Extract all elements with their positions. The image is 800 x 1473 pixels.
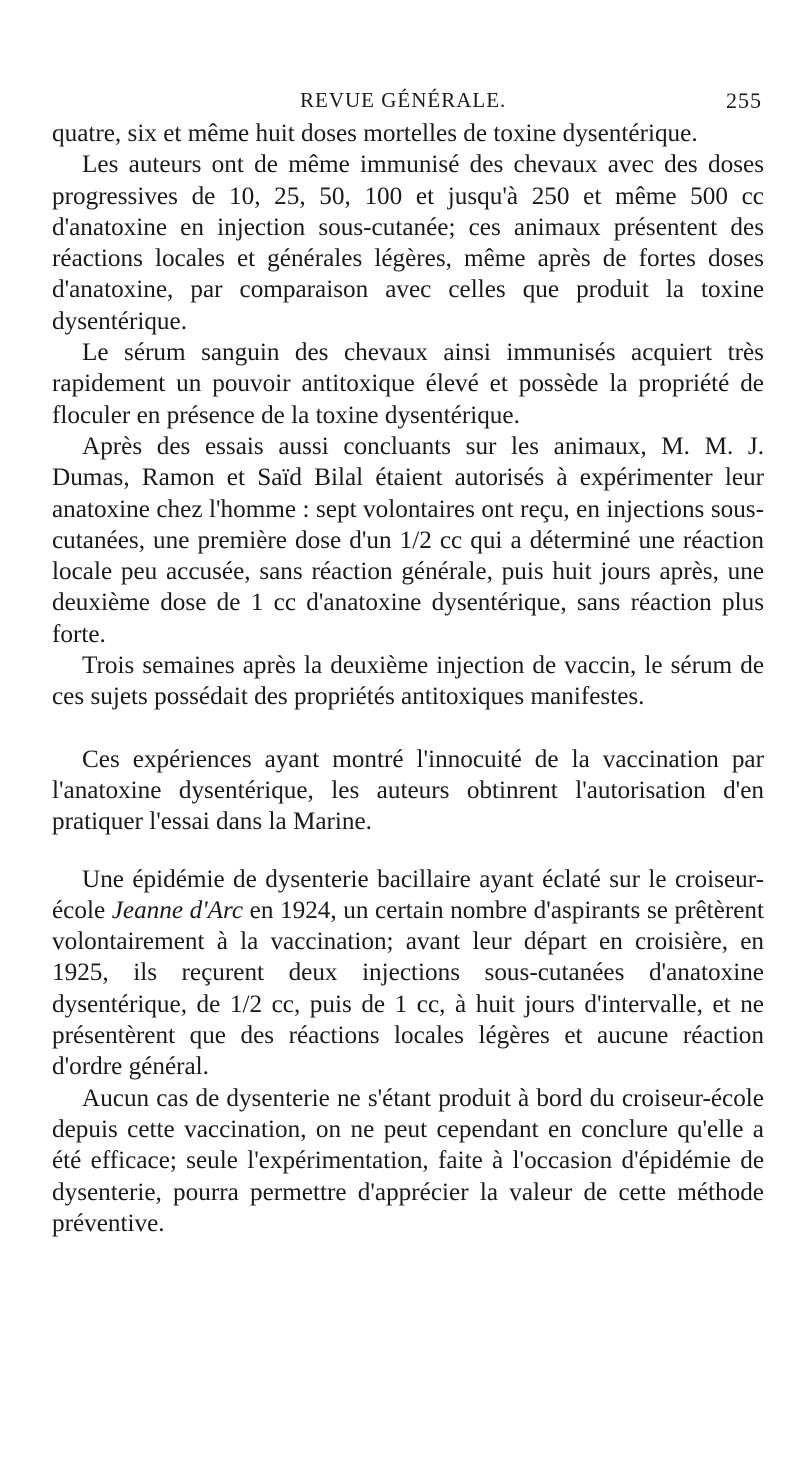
page-body — [52, 118, 764, 1239]
page-number: 255 — [726, 88, 762, 113]
page-header — [52, 78, 764, 118]
paragraph-7-start: Une épidémie de dysenterie bacillaire ayant éclaté sur le croiseur-école — [52, 865, 764, 924]
ship-name: Jeanne d'Arc — [111, 896, 244, 924]
paragraph-4: Après des essais aussi concluants sur les animaux, M. M. J. Dumas, Ramon et Saïd Bilal étaient autorisés à expérimenter leur anatoxine chez l'homme : sept volontaires ont reçu, en injections sous-cutanées, une première dose d'un 1/2 cc qui a déterminé une réaction locale peu accusée, sans réaction générale, puis huit jours après, une deuxième dose de 1 cc d'anatoxine dysentérique, sans réaction plus forte. — [52, 432, 764, 648]
paragraph-2: Les auteurs ont de même immunisé des chevaux avec des doses progressives de 10, 25, 50, 100 et jusqu'à 250 et même 500 cc d'anatoxine en injection sous-cutanée; ces animaux présentent des réactions locales et générales légères, même après de fortes doses d'anatoxine, par comparaison avec celles que produit la toxine dysentérique. — [52, 151, 764, 335]
running-title: REVUE GÉNÉRALE. — [300, 88, 507, 112]
paragraph-1: quatre, six et même huit doses mortelles de toxine dysentérique. — [52, 120, 698, 147]
document-page — [52, 78, 764, 1239]
paragraph-6: Ces expériences ayant montré l'innocuité de la vaccination par l'anatoxine dysentérique, les auteurs obtinrent l'autorisation d'en pratiquer l'essai dans la Marine. — [52, 745, 764, 836]
paragraph-7 — [52, 864, 764, 1083]
paragraph-5: Trois semaines après la deuxième injection de vaccin, le sérum de ces sujets possédait des propriétés antitoxiques manifestes. — [52, 652, 764, 711]
paragraph-7-end: en 1924, un certain nombre d'aspirants se prêtèrent volontairement à la vaccination; avant leur départ en croisière, en 1925, ils reçurent deux injections sous-cutanées d'anatoxine dysentérique, de 1/2 cc, puis de 1 cc, à huit jours d'intervalle, et ne présentèrent que des réactions locales légères et aucune réaction d'ordre général. — [52, 896, 765, 1081]
paragraph-3: Le sérum sanguin des chevaux ainsi immunisés acquiert très rapidement un pouvoir antitoxique élevé et possède la propriété de floculer en présence de la toxine dysentérique. — [52, 339, 764, 429]
paragraph-8: Aucun cas de dysenterie ne s'étant produit à bord du croiseur-école depuis cette vaccination, on ne peut cependant en conclure qu'elle a été efficace; seule l'expérimentation, faite à l'occasion d'épidémie de dysenterie, pourra permettre d'apprécier la valeur de cette méthode préventive. — [52, 1084, 764, 1237]
